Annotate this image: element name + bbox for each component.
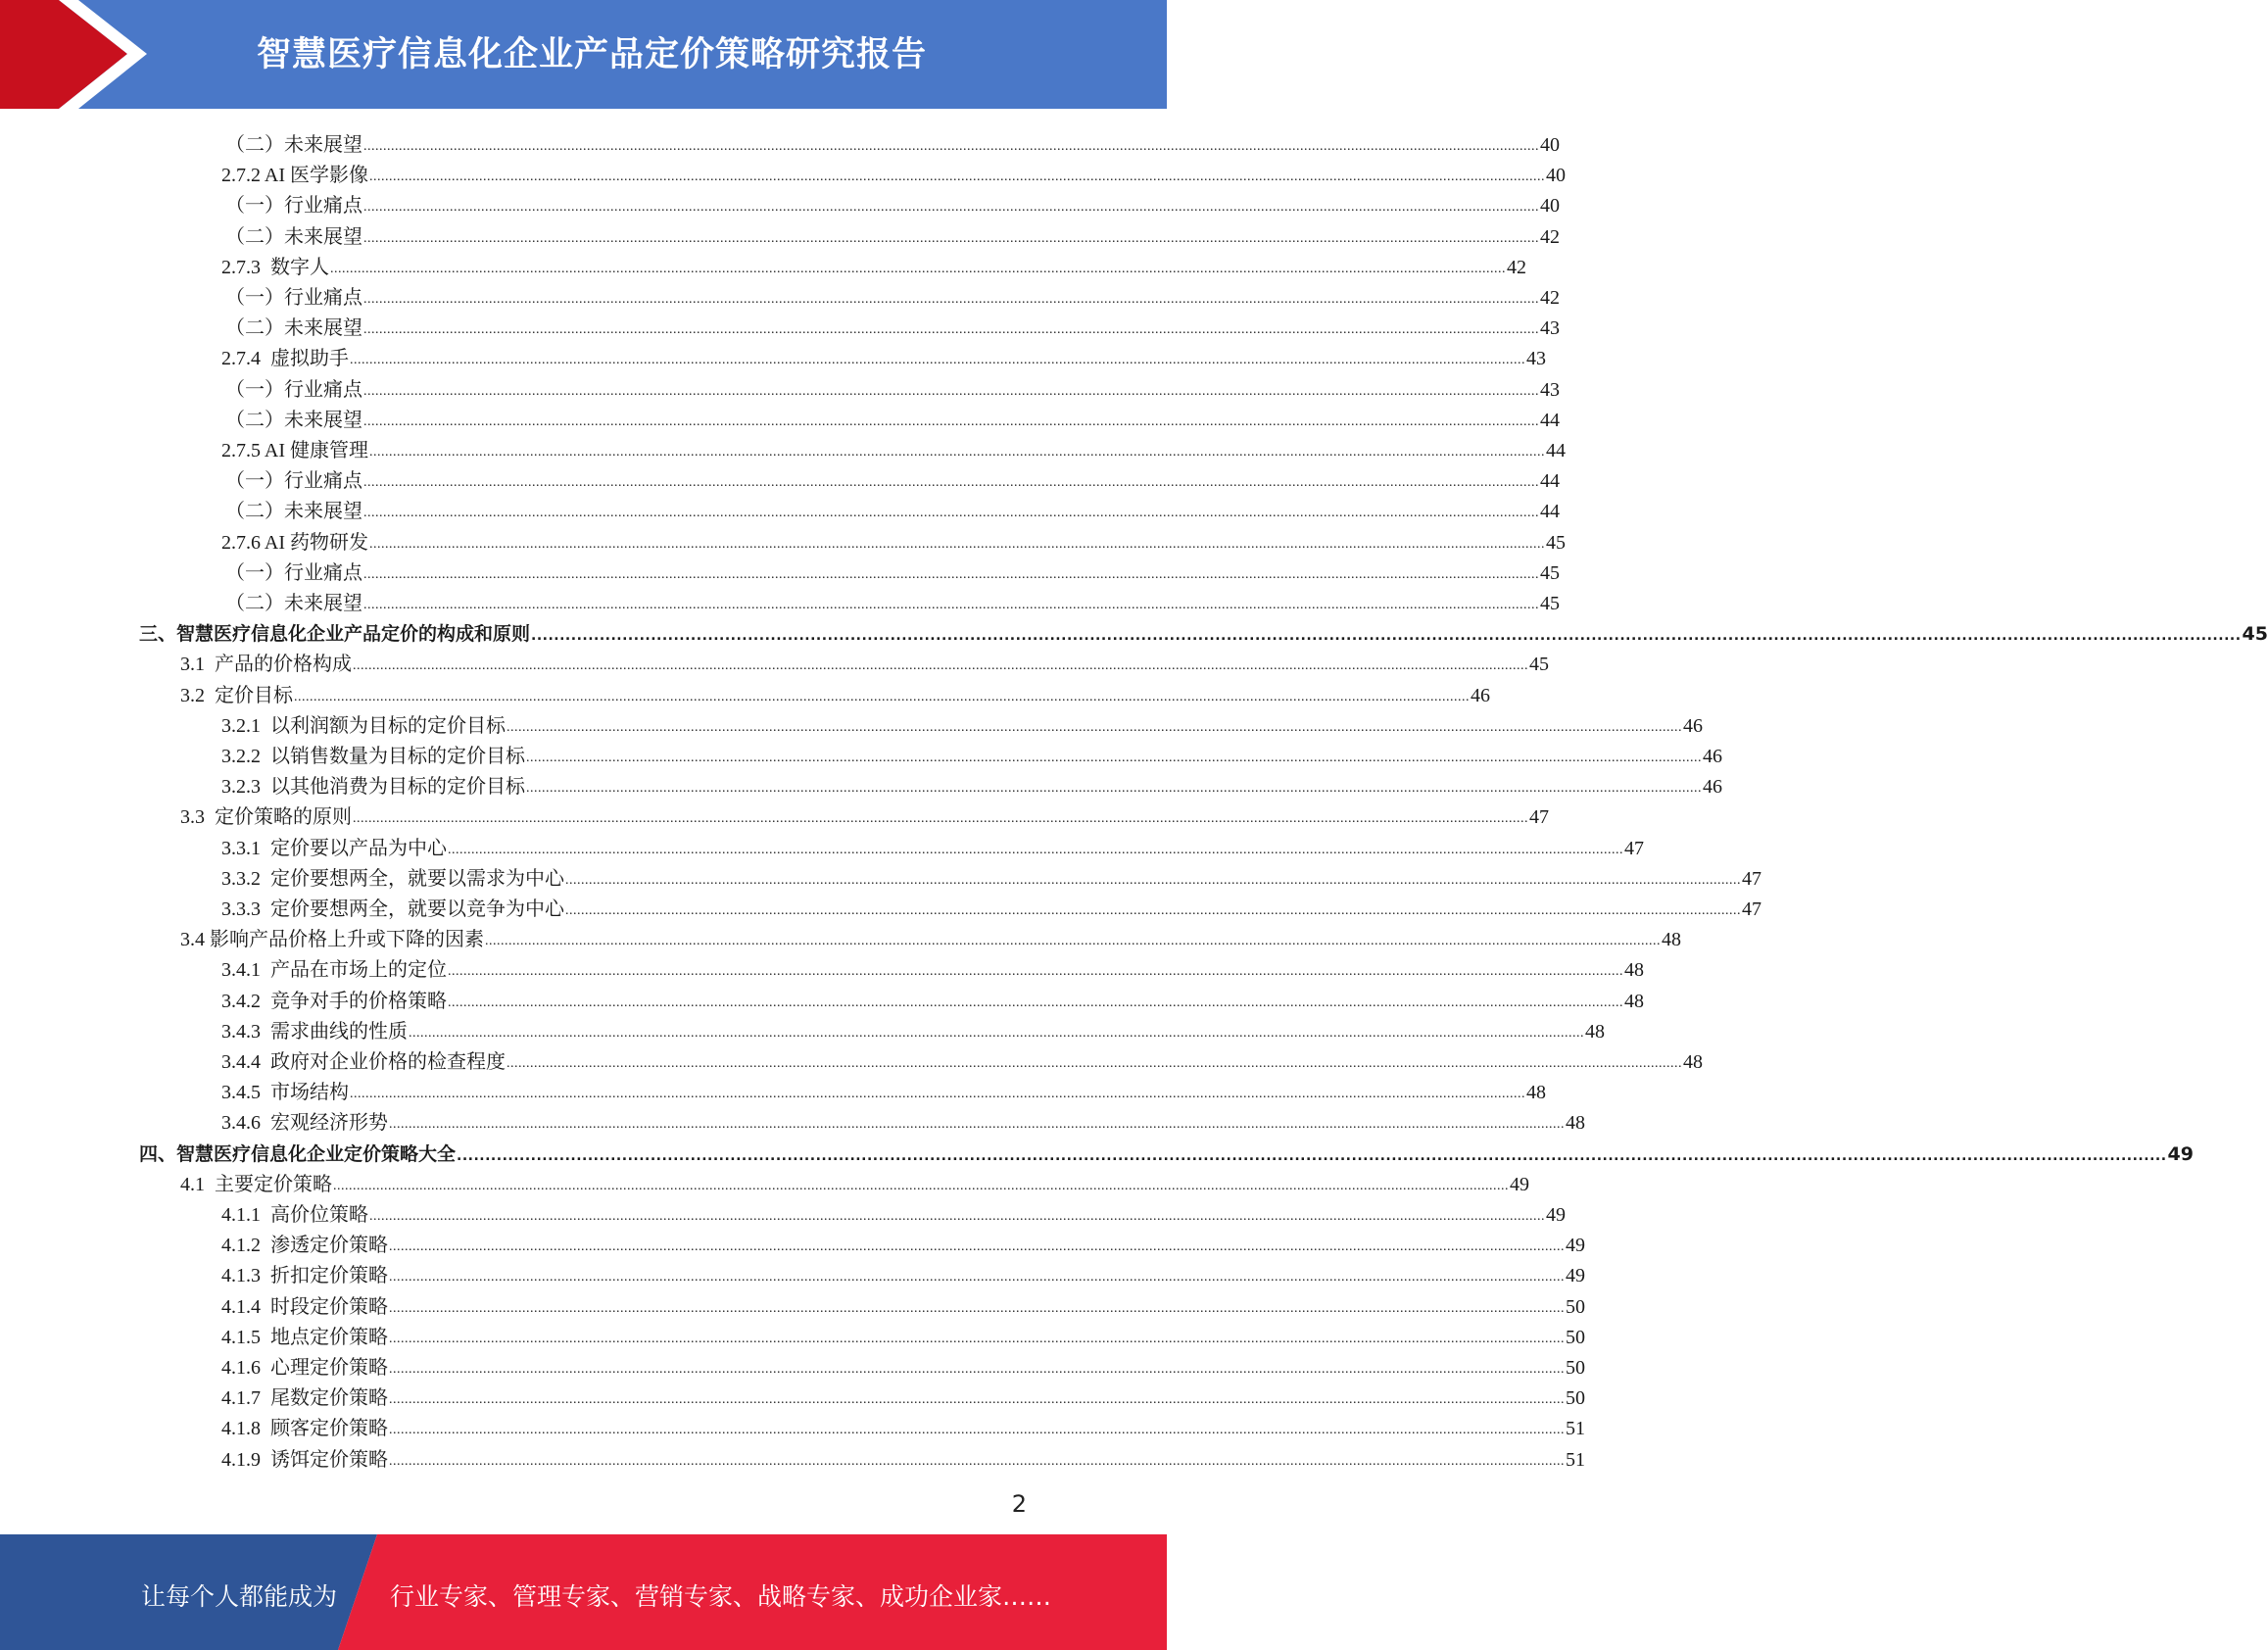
page-header	[0, 0, 1167, 109]
toc-dot-leader: ............................................................................................................................................................................................................................................................................................................	[363, 139, 1539, 154]
toc-entry-page: 46	[1471, 684, 1490, 706]
toc-entry[interactable]	[221, 1012, 1605, 1043]
toc-entry-label: 3.3.3 定价要想两全，就要以竞争为中心	[221, 898, 564, 920]
toc-entry-page: 48	[1624, 990, 1644, 1012]
toc-entry[interactable]	[221, 156, 1566, 187]
toc-dot-leader: ............................................................................................................................................................................................................................................................................................................	[294, 689, 1470, 704]
toc-entry[interactable]	[221, 982, 1644, 1012]
toc-entry-label: 3.4.2 竞争对手的价格策略	[221, 990, 447, 1012]
toc-entry[interactable]	[225, 584, 1560, 614]
toc-dot-leader: ............................................................................................................................................................................................................................................................................................................	[389, 1331, 1565, 1346]
toc-entry-label: 3.3.2 定价要想两全，就要以需求为中心	[221, 867, 564, 890]
footer-slogan-left: 让每个人都能成为	[141, 1582, 338, 1611]
toc-dot-leader: ............................................................................................................................................................................................................................................................................................................	[565, 903, 1741, 918]
toc-entry-label: 3.2.3 以其他消费为目标的定价目标	[221, 776, 525, 799]
toc-dot-leader: ............................................................................................................................................................................................................................................................................................................	[507, 1056, 1682, 1071]
toc-dot-leader: ............................................................................................................................................................................................................................................................................................................	[363, 200, 1539, 216]
toc-entry[interactable]	[221, 1348, 1585, 1379]
toc-entry-label: 3.4.6 宏观经济形势	[221, 1112, 388, 1135]
toc-dot-leader: ............................................................................................................................................................................................................................................................................................................	[448, 995, 1623, 1010]
toc-entry[interactable]	[221, 1073, 1546, 1104]
toc-entry-label: 三、智慧医疗信息化企业产品定价的构成和原则	[139, 623, 531, 646]
toc-dot-leader: ............................................................................................................................................................................................................................................................................................................	[389, 1117, 1565, 1133]
toc-entry[interactable]	[225, 401, 1560, 431]
toc-entry-page: 51	[1566, 1448, 1585, 1471]
toc-dot-leader: ............................................................................................................................................................................................................................................................................................................	[363, 598, 1539, 612]
toc-dot-leader: ............................................................................................................................................................................................................................................................................................................	[507, 719, 1682, 735]
toc-entry-page: 48	[1526, 1082, 1546, 1104]
toc-entry[interactable]	[221, 706, 1703, 737]
toc-entry-page: 48	[1683, 1051, 1703, 1073]
toc-entry[interactable]	[221, 1318, 1585, 1348]
toc-entry[interactable]	[221, 248, 1526, 278]
toc-entry[interactable]	[221, 890, 1761, 920]
toc-entry[interactable]	[225, 309, 1560, 340]
toc-entry-label: 3.1 产品的价格构成	[180, 654, 352, 676]
toc-entry-page: 50	[1566, 1295, 1585, 1318]
toc-entry-page: 49	[1566, 1235, 1585, 1257]
toc-dot-leader: ............................................................................................................................................................................................................................................................................................................	[369, 170, 1545, 185]
toc-entry-label: 3.3 定价策略的原则	[180, 806, 352, 829]
toc-entry-label: 3.2.2 以销售数量为目标的定价目标	[221, 746, 525, 767]
toc-entry[interactable]	[225, 492, 1560, 523]
toc-dot-leader: ............................................................................................................................................................................................................................................................................................................	[363, 383, 1539, 399]
toc-dot-leader: ............................................................................................................................................................................................................................................................................................................	[448, 964, 1623, 980]
toc-entry[interactable]	[221, 829, 1644, 859]
toc-dot-leader: ............................................................................................................................................................................................................................................................................................................	[389, 1453, 1565, 1469]
toc-entry[interactable]	[225, 461, 1560, 493]
toc-dot-leader: ............................................................................................................................................................................................................................................................................................................	[389, 1300, 1565, 1316]
toc-entry-label: 3.4 影响产品价格上升或下降的因素	[180, 929, 484, 951]
toc-entry-label: （二）未来展望	[225, 225, 362, 248]
toc-dot-leader: ............................................................................................................................................................................................................................................................................................................	[363, 506, 1539, 521]
toc-dot-leader: ............................................................................................................................................................................................................................................................................................................	[448, 842, 1623, 857]
toc-entry[interactable]	[139, 1135, 2194, 1165]
toc-entry[interactable]	[221, 950, 1644, 982]
toc-dot-leader: ............................................................................................................................................................................................................................................................................................................	[353, 658, 1528, 674]
page-footer	[0, 1534, 1167, 1650]
toc-entry-page: 42	[1507, 256, 1526, 278]
toc-dot-leader: ............................................................................................................................................................................................................................................................................................................	[353, 811, 1528, 827]
toc-entry-page: 44	[1540, 409, 1560, 431]
toc-entry-label: 4.1.8 顾客定价策略	[221, 1418, 388, 1440]
toc-entry[interactable]	[221, 339, 1546, 370]
toc-dot-leader: ............................................................................................................................................................................................................................................................................................................	[363, 413, 1539, 429]
toc-entry[interactable]	[180, 1165, 1529, 1195]
toc-entry[interactable]	[221, 767, 1722, 799]
toc-entry[interactable]	[221, 1440, 1585, 1471]
toc-dot-leader: ............................................................................................................................................................................................................................................................................................................	[363, 322, 1539, 338]
toc-entry-page: 40	[1540, 195, 1560, 218]
toc-entry-label: （一）行业痛点	[225, 195, 362, 218]
toc-entry-page: 45	[1540, 561, 1560, 584]
toc-dot-leader: ............................................................................................................................................................................................................................................................................................................	[369, 1209, 1545, 1224]
toc-dot-leader: ............................................................................................................................................................................................................................................................................................................	[389, 1392, 1565, 1408]
toc-entry[interactable]	[221, 1379, 1585, 1410]
toc-entry-label: 4.1.1 高价位策略	[221, 1204, 368, 1226]
toc-entry-label: 4.1.6 心理定价策略	[221, 1357, 388, 1379]
toc-entry-label: （一）行业痛点	[225, 470, 362, 493]
toc-entry-page: 45	[1529, 654, 1549, 676]
toc-entry-page: 44	[1540, 501, 1560, 523]
toc-entry-label: 2.7.2 AI 医学影像	[221, 165, 368, 187]
toc-entry-page: 50	[1566, 1387, 1585, 1410]
toc-entry[interactable]	[180, 920, 1681, 951]
toc-entry[interactable]	[225, 218, 1560, 248]
toc-entry[interactable]	[221, 1043, 1703, 1073]
toc-entry-label: （一）行业痛点	[225, 378, 362, 401]
toc-entry-page: 46	[1703, 776, 1722, 799]
toc-entry[interactable]	[221, 859, 1761, 890]
toc-entry[interactable]	[221, 1256, 1585, 1287]
toc-entry-page: 46	[1703, 746, 1722, 767]
toc-dot-leader: ............................................................................................................................................................................................................................................................................................................	[363, 475, 1539, 491]
toc-entry-page: 49	[1510, 1173, 1529, 1195]
toc-entry-page: 48	[1566, 1112, 1585, 1135]
toc-dot-leader: ............................................................................................................................................................................................................................................................................................................	[333, 1178, 1509, 1193]
toc-dot-leader: ............................................................................................................................................................................................................................................................................................................	[369, 536, 1545, 552]
toc-entry-label: 4.1.7 尾数定价策略	[221, 1387, 388, 1410]
toc-entry-label: （二）未来展望	[225, 409, 362, 431]
toc-entry[interactable]	[221, 1103, 1585, 1135]
toc-dot-leader: ............................................................................................................................................................................................................................................................................................................	[363, 292, 1539, 307]
toc-entry-page: 44	[1540, 470, 1560, 493]
toc-dot-leader: ............................................................................................................................................................................................................................................................................................................	[526, 781, 1702, 797]
toc-entry[interactable]	[180, 645, 1549, 676]
toc-entry-page: 49	[2167, 1142, 2194, 1165]
toc-entry[interactable]	[225, 186, 1560, 218]
toc-entry-page: 40	[1546, 165, 1566, 187]
toc-entry-page: 50	[1566, 1357, 1585, 1379]
footer-slogan-right: 行业专家、管理专家、营销专家、战略专家、成功企业家……	[390, 1582, 1052, 1611]
toc-entry-label: （二）未来展望	[225, 501, 362, 523]
toc-entry-label: （二）未来展望	[225, 317, 362, 340]
toc-entry-label: 4.1.9 诱饵定价策略	[221, 1448, 388, 1471]
toc-entry-label: （二）未来展望	[225, 593, 362, 614]
toc-entry-page: 42	[1540, 225, 1560, 248]
toc-entry-label: 3.4.5 市场结构	[221, 1082, 349, 1104]
toc-entry-page: 48	[1662, 929, 1681, 951]
toc-entry-page: 43	[1540, 317, 1560, 340]
toc-entry-page: 51	[1566, 1418, 1585, 1440]
toc-entry-label: （一）行业痛点	[225, 287, 362, 309]
toc-entry-label: 4.1.5 地点定价策略	[221, 1326, 388, 1348]
toc-dot-leader: ............................................................................................................................................................................................................................................................................................................	[457, 1147, 2167, 1164]
toc-entry-page: 42	[1540, 287, 1560, 309]
toc-dot-leader: ............................................................................................................................................................................................................................................................................................................	[389, 1362, 1565, 1377]
toc-entry-label: 3.3.1 定价要以产品为中心	[221, 837, 447, 859]
toc-entry-page: 50	[1566, 1326, 1585, 1348]
toc-entry-page: 43	[1526, 348, 1546, 370]
toc-dot-leader: ............................................................................................................................................................................................................................................................................................................	[565, 872, 1741, 888]
toc-dot-leader: ............................................................................................................................................................................................................................................................................................................	[526, 751, 1702, 765]
toc-entry-label: （一）行业痛点	[225, 561, 362, 584]
toc-entry-page: 49	[1566, 1265, 1585, 1287]
toc-entry-label: 2.7.6 AI 药物研发	[221, 531, 368, 554]
toc-entry[interactable]	[221, 1195, 1566, 1226]
toc-entry-label: 2.7.4 虚拟助手	[221, 348, 349, 370]
toc-entry-page: 45	[1546, 531, 1566, 554]
toc-dot-leader: ............................................................................................................................................................................................................................................................................................................	[369, 445, 1545, 460]
toc-entry-page: 40	[1540, 134, 1560, 156]
toc-dot-leader: ............................................................................................................................................................................................................................................................................................................	[389, 1270, 1565, 1286]
toc-dot-leader: ............................................................................................................................................................................................................................................................................................................	[330, 261, 1506, 276]
toc-entry[interactable]	[221, 1226, 1585, 1257]
toc-dot-leader: ............................................................................................................................................................................................................................................................................................................	[409, 1025, 1584, 1041]
toc-entry-label: 3.2.1 以利润额为目标的定价目标	[221, 714, 506, 737]
toc-entry-page: 44	[1546, 440, 1566, 461]
toc-entry-page: 48	[1624, 959, 1644, 982]
toc-dot-leader: ............................................................................................................................................................................................................................................................................................................	[485, 934, 1661, 949]
toc-dot-leader: ............................................................................................................................................................................................................................................................................................................	[350, 353, 1525, 368]
toc-dot-leader: ............................................................................................................................................................................................................................................................................................................	[389, 1239, 1565, 1255]
toc-entry[interactable]	[180, 676, 1490, 706]
toc-entry-page: 43	[1540, 378, 1560, 401]
toc-entry[interactable]	[221, 737, 1722, 767]
toc-entry-page: 47	[1742, 898, 1761, 920]
toc-entry-label: 四、智慧医疗信息化企业定价策略大全	[139, 1142, 457, 1165]
toc-entry-label: 4.1.2 渗透定价策略	[221, 1235, 388, 1257]
toc-entry-page: 45	[1540, 593, 1560, 614]
page-number: 2	[1011, 1490, 1027, 1518]
toc-entry-page: 45	[2242, 623, 2268, 646]
toc-entry-page: 47	[1742, 867, 1761, 890]
toc-dot-leader: ............................................................................................................................................................................................................................................................................................................	[531, 628, 2242, 645]
toc-dot-leader: ............................................................................................................................................................................................................................................................................................................	[350, 1087, 1525, 1102]
toc-entry[interactable]	[139, 614, 2268, 646]
toc-entry-page: 47	[1529, 806, 1549, 829]
toc-dot-leader: ............................................................................................................................................................................................................................................................................................................	[363, 230, 1539, 246]
toc-entry[interactable]	[221, 431, 1566, 461]
toc-entry-page: 47	[1624, 837, 1644, 859]
toc-dot-leader: ............................................................................................................................................................................................................................................................................................................	[389, 1423, 1565, 1438]
toc-entry[interactable]	[225, 278, 1560, 309]
toc-entry-label: 2.7.5 AI 健康管理	[221, 440, 368, 461]
toc-entry[interactable]	[221, 1409, 1585, 1440]
toc-entry-page: 48	[1585, 1020, 1605, 1043]
toc-dot-leader: ............................................................................................................................................................................................................................................................................................................	[363, 566, 1539, 582]
toc-entry[interactable]	[225, 125, 1560, 156]
toc-entry-label: 4.1.3 折扣定价策略	[221, 1265, 388, 1287]
toc-entry-label: （二）未来展望	[225, 134, 362, 156]
toc-entry-page: 46	[1683, 714, 1703, 737]
toc-entry-label: 3.4.3 需求曲线的性质	[221, 1020, 408, 1043]
toc-entry-page: 49	[1546, 1204, 1566, 1226]
toc-entry[interactable]	[221, 1287, 1585, 1318]
toc-entry-label: 4.1 主要定价策略	[180, 1173, 332, 1195]
toc-entry[interactable]	[180, 798, 1549, 829]
toc-entry-label: 4.1.4 时段定价策略	[221, 1295, 388, 1318]
header-title: 智慧医疗信息化企业产品定价策略研究报告	[257, 35, 928, 74]
toc-entry-label: 2.7.3 数字人	[221, 256, 329, 278]
toc-entry-label: 3.2 定价目标	[180, 684, 293, 706]
toc-entry[interactable]	[225, 554, 1560, 584]
toc-entry-label: 3.4.4 政府对企业价格的检查程度	[221, 1051, 506, 1073]
toc-entry[interactable]	[221, 523, 1566, 554]
toc-entry[interactable]	[225, 370, 1560, 401]
toc-entry-label: 3.4.1 产品在市场上的定位	[221, 959, 447, 982]
